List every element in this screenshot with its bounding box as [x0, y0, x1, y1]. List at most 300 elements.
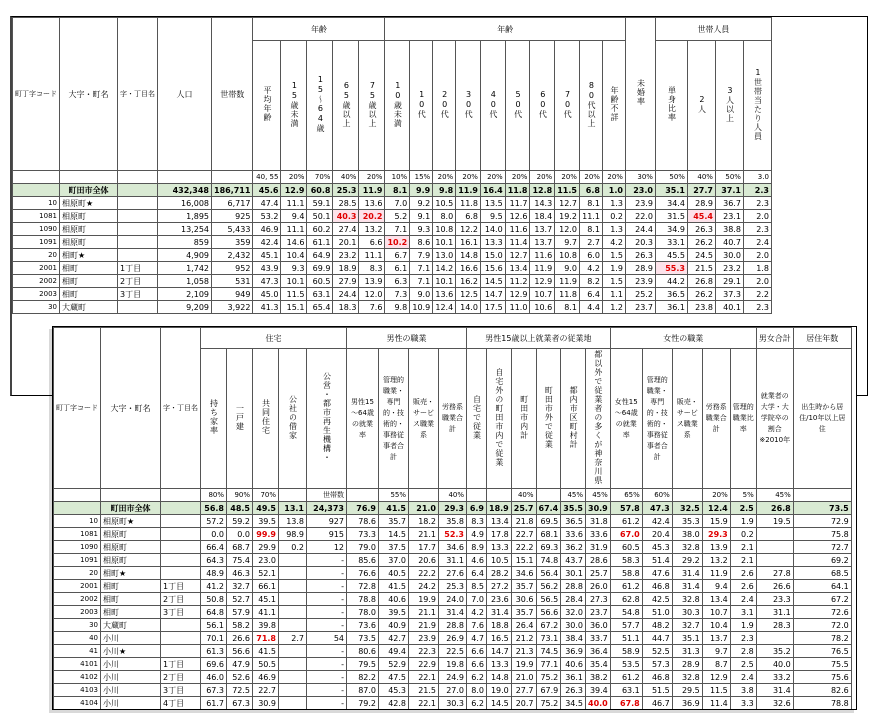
- cell-value: 32.8: [672, 541, 702, 554]
- cell-value: 46.8: [642, 671, 672, 684]
- cell-value: 2.3: [743, 184, 771, 197]
- cell-value: 14.7: [480, 288, 505, 301]
- cell-value: 48.2: [642, 619, 672, 632]
- cell-value: [279, 567, 307, 580]
- cell-code: [54, 502, 101, 515]
- cell-value: 19.8: [439, 658, 467, 671]
- header-female-col: 労務系職業合計: [702, 349, 730, 489]
- cell-value: 45.1: [253, 593, 279, 606]
- threshold-cell: 60%: [642, 489, 672, 502]
- cell-value: 12.2: [456, 223, 481, 236]
- threshold-cell: [793, 489, 851, 502]
- cell-value: 23.9: [409, 632, 439, 645]
- cell-value: 14.0: [456, 301, 481, 314]
- cell-value: 63.1: [610, 684, 642, 697]
- header-workplace-col: 都内市区町村計: [561, 349, 586, 489]
- cell-value: 41.2: [201, 580, 227, 593]
- cell-value: 37.5: [379, 541, 409, 554]
- cell-value: 13.4: [702, 593, 730, 606]
- cell-value: 14.0: [480, 223, 505, 236]
- cell-code: [13, 184, 60, 197]
- header-female-col: 女性15～64歳の就業率: [610, 349, 642, 489]
- cell-value: 64.8: [201, 606, 227, 619]
- cell-value: 16.4: [480, 184, 505, 197]
- cell-value: 20.2: [359, 210, 385, 223]
- table-row: [54, 619, 852, 632]
- threshold-blank: [161, 489, 201, 502]
- header-housing-group: 住宅: [201, 328, 347, 349]
- threshold-cell: 20%: [359, 171, 385, 184]
- cell-value: 63.1: [307, 288, 333, 301]
- cell-chome: 1丁目: [161, 580, 201, 593]
- cell-value: 40.1: [715, 301, 743, 314]
- cell-code: 2003: [13, 288, 60, 301]
- cell-code: 2002: [13, 275, 60, 288]
- threshold-blank: [212, 171, 253, 184]
- cell-value: 35.5: [561, 502, 586, 515]
- cell-value: 24,373: [307, 502, 347, 515]
- cell-name: 相原町: [101, 541, 161, 554]
- cell-value: 72.9: [793, 515, 851, 528]
- header-decade-col: 10代: [410, 41, 433, 171]
- header-male-col: 管理的職業・専門的・技術的・事務従事者合計: [379, 349, 409, 489]
- cell-value: 1,742: [158, 262, 212, 275]
- cell-value: 67.9: [536, 684, 561, 697]
- cell-value: 67.2: [793, 593, 851, 606]
- cell-value: 12.0: [359, 288, 385, 301]
- cell-value: 1,058: [158, 275, 212, 288]
- cell-value: 28.6: [586, 554, 611, 567]
- cell-value: 24.9: [439, 671, 467, 684]
- cell-value: 27.3: [586, 593, 611, 606]
- age-table-body: [13, 184, 772, 314]
- cell-value: 7.0: [385, 197, 410, 210]
- cell-value: 40.7: [715, 236, 743, 249]
- cell-value: 359: [212, 236, 253, 249]
- header-workplace-col: 町田市外で従業: [536, 349, 561, 489]
- cell-value: 26.3: [687, 223, 715, 236]
- cell-value: 6.8: [456, 210, 481, 223]
- cell-value: 3.3: [730, 697, 756, 710]
- cell-name: 相原町: [60, 223, 118, 236]
- cell-value: 55.3: [655, 262, 687, 275]
- cell-value: 11.8: [555, 288, 580, 301]
- cell-value: 47.4: [253, 197, 281, 210]
- cell-value: 17.7: [409, 541, 439, 554]
- cell-value: 27.4: [333, 223, 359, 236]
- cell-value: 927: [307, 515, 347, 528]
- cell-value: 24.4: [333, 288, 359, 301]
- cell-value: 8.1: [555, 301, 580, 314]
- cell-value: 6.7: [385, 249, 410, 262]
- threshold-cell: [487, 489, 512, 502]
- cell-value: 13.1: [279, 502, 307, 515]
- cell-value: 35.7: [511, 580, 536, 593]
- cell-value: 11.1: [579, 210, 602, 223]
- cell-value: [756, 541, 793, 554]
- cell-value: 33.6: [561, 528, 586, 541]
- cell-value: 35.1: [655, 184, 687, 197]
- cell-value: 432,348: [158, 184, 212, 197]
- cell-value: 45.6: [253, 184, 281, 197]
- cell-value: 32.7: [227, 580, 253, 593]
- cell-value: 36.9: [672, 697, 702, 710]
- cell-value: 9.3: [410, 223, 433, 236]
- cell-value: 53.2: [253, 210, 281, 223]
- cell-value: 80.6: [347, 645, 379, 658]
- cell-value: 23.8: [687, 301, 715, 314]
- threshold-cell: 65%: [610, 489, 642, 502]
- header-decade-col: 年齢不詳: [602, 41, 625, 171]
- cell-value: 41.5: [379, 502, 409, 515]
- census-sheet-work: [52, 326, 857, 710]
- cell-value: 59.2: [227, 515, 253, 528]
- threshold-cell: 20%: [702, 489, 730, 502]
- cell-value: 19.2: [555, 210, 580, 223]
- cell-value: 7.0: [467, 593, 487, 606]
- cell-value: 6.6: [467, 658, 487, 671]
- cell-value: 30.3: [672, 606, 702, 619]
- cell-value: 45.0: [253, 288, 281, 301]
- header-residence-group: 居住年数: [793, 328, 851, 349]
- header-age-col: 平均年齢: [253, 41, 281, 171]
- cell-value: 41.1: [253, 606, 279, 619]
- cell-value: 38.4: [561, 632, 586, 645]
- cell-value: 18.4: [530, 210, 555, 223]
- cell-value: 24.0: [439, 593, 467, 606]
- cell-chome: 3丁目: [161, 606, 201, 619]
- cell-value: 76.9: [347, 502, 379, 515]
- threshold-cell: 20%: [281, 171, 307, 184]
- cell-value: 10.7: [702, 606, 730, 619]
- cell-value: 10.8: [555, 249, 580, 262]
- threshold-cell: 20%: [505, 171, 530, 184]
- cell-value: 18.8: [487, 619, 512, 632]
- cell-value: 28.5: [333, 197, 359, 210]
- cell-value: 39.5: [379, 606, 409, 619]
- cell-name: 相町: [60, 262, 118, 275]
- cell-value: 9.4: [702, 580, 730, 593]
- cell-value: 12.4: [433, 301, 456, 314]
- cell-value: [279, 580, 307, 593]
- cell-value: 51.1: [610, 632, 642, 645]
- cell-value: 32.7: [672, 619, 702, 632]
- cell-value: 41.5: [379, 580, 409, 593]
- cell-value: 72.8: [347, 580, 379, 593]
- cell-value: 58.9: [610, 645, 642, 658]
- cell-value: 35.2: [756, 645, 793, 658]
- cell-value: 71.8: [253, 632, 279, 645]
- table-row: [54, 632, 852, 645]
- cell-value: 31.4: [439, 606, 467, 619]
- cell-value: 7.9: [410, 249, 433, 262]
- cell-value: 35.7: [511, 606, 536, 619]
- table-row: [54, 593, 852, 606]
- cell-name: 町田市全体: [60, 184, 118, 197]
- cell-value: [756, 554, 793, 567]
- header-code: 町丁字コード: [13, 18, 60, 171]
- cell-value: 56.5: [536, 593, 561, 606]
- table-row: [54, 684, 852, 697]
- cell-value: 70.1: [201, 632, 227, 645]
- cell-value: 11.9: [359, 184, 385, 197]
- cell-value: 57.3: [642, 658, 672, 671]
- cell-value: 0.0: [227, 528, 253, 541]
- header-workplace-group: 男性15歳以上就業者の従業地: [467, 328, 611, 349]
- cell-value: 22.9: [409, 658, 439, 671]
- cell-value: 2,432: [212, 249, 253, 262]
- cell-value: -: [307, 619, 347, 632]
- cell-name: 相町: [101, 606, 161, 619]
- cell-value: 3.8: [730, 684, 756, 697]
- cell-value: 56.8: [201, 502, 227, 515]
- threshold-cell: 40, 55: [253, 171, 281, 184]
- cell-value: 40.0: [756, 658, 793, 671]
- cell-value: 60.8: [307, 184, 333, 197]
- cell-value: 24.2: [409, 580, 439, 593]
- header-male-group: 男性の職業: [347, 328, 467, 349]
- cell-value: 9.1: [410, 210, 433, 223]
- cell-value: 61.7: [201, 697, 227, 710]
- cell-code: 30: [54, 619, 101, 632]
- cell-value: 31.1: [439, 554, 467, 567]
- cell-code: 4103: [54, 684, 101, 697]
- cell-value: 30.3: [439, 697, 467, 710]
- cell-value: -: [307, 697, 347, 710]
- threshold-row: [13, 171, 772, 184]
- cell-code: 41: [54, 645, 101, 658]
- cell-value: 11.9: [456, 184, 481, 197]
- threshold-cell: 90%: [227, 489, 253, 502]
- cell-chome: 1丁目: [118, 262, 158, 275]
- cell-value: 29.3: [702, 528, 730, 541]
- cell-value: 22.1: [409, 671, 439, 684]
- cell-value: 58.3: [610, 554, 642, 567]
- table-row: [54, 645, 852, 658]
- cell-value: 10.1: [281, 275, 307, 288]
- cell-value: 9.9: [410, 184, 433, 197]
- header-decade-col: 70代: [555, 41, 580, 171]
- cell-value: 18.9: [333, 262, 359, 275]
- cell-value: 11.4: [505, 236, 530, 249]
- cell-value: 2.0: [743, 275, 771, 288]
- cell-value: 36.9: [561, 645, 586, 658]
- cell-value: 19.0: [487, 684, 512, 697]
- table-row: [13, 288, 772, 301]
- threshold-cell: 40%: [439, 489, 467, 502]
- cell-value: 40.9: [379, 619, 409, 632]
- cell-chome: [118, 184, 158, 197]
- cell-value: 12.7: [555, 197, 580, 210]
- threshold-cell: 30%: [625, 171, 655, 184]
- cell-value: 6.4: [467, 567, 487, 580]
- cell-value: 27.7: [687, 184, 715, 197]
- cell-value: 13.7: [530, 223, 555, 236]
- cell-value: 68.1: [536, 528, 561, 541]
- cell-value: 1.1: [602, 288, 625, 301]
- cell-code: 1091: [54, 554, 101, 567]
- total-row: [54, 502, 852, 515]
- cell-value: 30.9: [253, 697, 279, 710]
- cell-value: 10.1: [433, 236, 456, 249]
- cell-value: 1,895: [158, 210, 212, 223]
- cell-value: 45.5: [655, 249, 687, 262]
- cell-value: 47.9: [227, 658, 253, 671]
- cell-value: 26.8: [756, 502, 793, 515]
- cell-value: 12.0: [555, 223, 580, 236]
- cell-value: 52.9: [379, 658, 409, 671]
- cell-value: 0.2: [730, 528, 756, 541]
- header-female-col: 管理的職業比率: [730, 349, 756, 489]
- cell-value: [279, 684, 307, 697]
- cell-value: 14.8: [487, 671, 512, 684]
- cell-value: [756, 632, 793, 645]
- cell-value: 57.8: [610, 502, 642, 515]
- cell-value: 6.2: [467, 671, 487, 684]
- cell-value: 28.9: [687, 197, 715, 210]
- cell-value: 949: [212, 288, 253, 301]
- table-row: [54, 658, 852, 671]
- threshold-cell: 40%: [687, 171, 715, 184]
- header-decade-col: 30代: [456, 41, 481, 171]
- cell-value: 2.3: [730, 632, 756, 645]
- threshold-cell: 20%: [433, 171, 456, 184]
- cell-value: 26.6: [227, 632, 253, 645]
- cell-value: 33.2: [756, 671, 793, 684]
- cell-value: 31.4: [672, 580, 702, 593]
- cell-value: 56.6: [536, 606, 561, 619]
- cell-value: 75.5: [793, 658, 851, 671]
- cell-value: 13.8: [279, 515, 307, 528]
- cell-value: 1.9: [602, 262, 625, 275]
- cell-value: 14.8: [456, 249, 481, 262]
- cell-value: 72.0: [793, 619, 851, 632]
- cell-value: 0.2: [279, 541, 307, 554]
- threshold-row: [54, 489, 852, 502]
- cell-value: 35.4: [586, 658, 611, 671]
- cell-value: 73.5: [793, 502, 851, 515]
- cell-value: 0.2: [602, 210, 625, 223]
- cell-value: 2.0: [743, 249, 771, 262]
- cell-value: 60.5: [307, 275, 333, 288]
- cell-value: 39.5: [253, 515, 279, 528]
- cell-value: 26.3: [625, 249, 655, 262]
- cell-value: [279, 606, 307, 619]
- cell-chome: [118, 249, 158, 262]
- cell-value: 22.7: [511, 528, 536, 541]
- header-workplace-col: 町田市内計: [511, 349, 536, 489]
- cell-value: 13.9: [359, 275, 385, 288]
- cell-value: 23.1: [715, 210, 743, 223]
- header-male-col: 男性15～64歳の就業率: [347, 349, 379, 489]
- header-chome: 字・丁目名: [118, 18, 158, 171]
- cell-value: 21.0: [511, 671, 536, 684]
- cell-value: 17.5: [480, 301, 505, 314]
- header-population: 人口: [158, 18, 212, 171]
- header-male-col: 販売・サービス職業系: [409, 349, 439, 489]
- cell-name: 相町: [101, 593, 161, 606]
- cell-chome: 3丁目: [118, 288, 158, 301]
- cell-value: 50.8: [201, 593, 227, 606]
- cell-value: 38.2: [586, 671, 611, 684]
- cell-value: 42.5: [642, 593, 672, 606]
- cell-value: 48.9: [201, 567, 227, 580]
- cell-value: 31.9: [586, 541, 611, 554]
- cell-value: 34.6: [511, 567, 536, 580]
- cell-code: 2002: [54, 593, 101, 606]
- cell-name: 小川: [101, 671, 161, 684]
- cell-value: 11.8: [505, 184, 530, 197]
- cell-value: 9.0: [555, 262, 580, 275]
- cell-value: 15.1: [281, 301, 307, 314]
- cell-value: 47.3: [642, 502, 672, 515]
- cell-value: 76.5: [793, 645, 851, 658]
- cell-value: 13.7: [702, 632, 730, 645]
- threshold-cell: [279, 489, 307, 502]
- cell-name: 相町★: [101, 567, 161, 580]
- threshold-cell: 40%: [511, 489, 536, 502]
- cell-value: 33.1: [655, 236, 687, 249]
- cell-value: 35.3: [672, 515, 702, 528]
- header-workplace-col: 自宅で従業: [467, 349, 487, 489]
- cell-value: 16,008: [158, 197, 212, 210]
- cell-value: 98.9: [279, 528, 307, 541]
- threshold-blank: [54, 489, 101, 502]
- cell-value: 45.4: [687, 210, 715, 223]
- cell-value: 952: [212, 262, 253, 275]
- header-decade-col: 40代: [480, 41, 505, 171]
- threshold-cell: 20%: [579, 171, 602, 184]
- cell-value: 22.2: [511, 541, 536, 554]
- cell-value: 28.4: [561, 593, 586, 606]
- cell-value: 29.5: [672, 684, 702, 697]
- cell-value: 45.3: [642, 541, 672, 554]
- cell-value: -: [307, 567, 347, 580]
- threshold-blank: [118, 171, 158, 184]
- cell-value: 1.3: [602, 197, 625, 210]
- cell-value: 13.7: [530, 236, 555, 249]
- cell-value: 4.9: [467, 528, 487, 541]
- cell-value: 13.0: [433, 249, 456, 262]
- table-row: [54, 515, 852, 528]
- cell-value: 9.7: [555, 236, 580, 249]
- threshold-blank: [13, 171, 60, 184]
- cell-value: 22.3: [409, 645, 439, 658]
- cell-value: 32.5: [672, 502, 702, 515]
- cell-value: 27.7: [511, 684, 536, 697]
- cell-value: 46.3: [227, 567, 253, 580]
- cell-value: 7.1: [410, 262, 433, 275]
- cell-value: 25.7: [511, 502, 536, 515]
- cell-value: 20.6: [409, 554, 439, 567]
- cell-chome: [161, 528, 201, 541]
- cell-value: 31.4: [756, 684, 793, 697]
- cell-value: 12.4: [702, 502, 730, 515]
- cell-value: 21.5: [687, 262, 715, 275]
- cell-value: 67.0: [610, 528, 642, 541]
- work-table: [53, 327, 852, 710]
- cell-name: 小川: [101, 684, 161, 697]
- cell-value: 16.5: [487, 632, 512, 645]
- cell-name: 町田市全体: [101, 502, 161, 515]
- cell-value: 49.4: [379, 645, 409, 658]
- cell-value: 6,717: [212, 197, 253, 210]
- cell-value: 49.5: [253, 502, 279, 515]
- cell-value: 1.5: [602, 275, 625, 288]
- cell-value: 10.1: [433, 275, 456, 288]
- cell-value: 73.6: [347, 619, 379, 632]
- cell-value: 30.1: [561, 567, 586, 580]
